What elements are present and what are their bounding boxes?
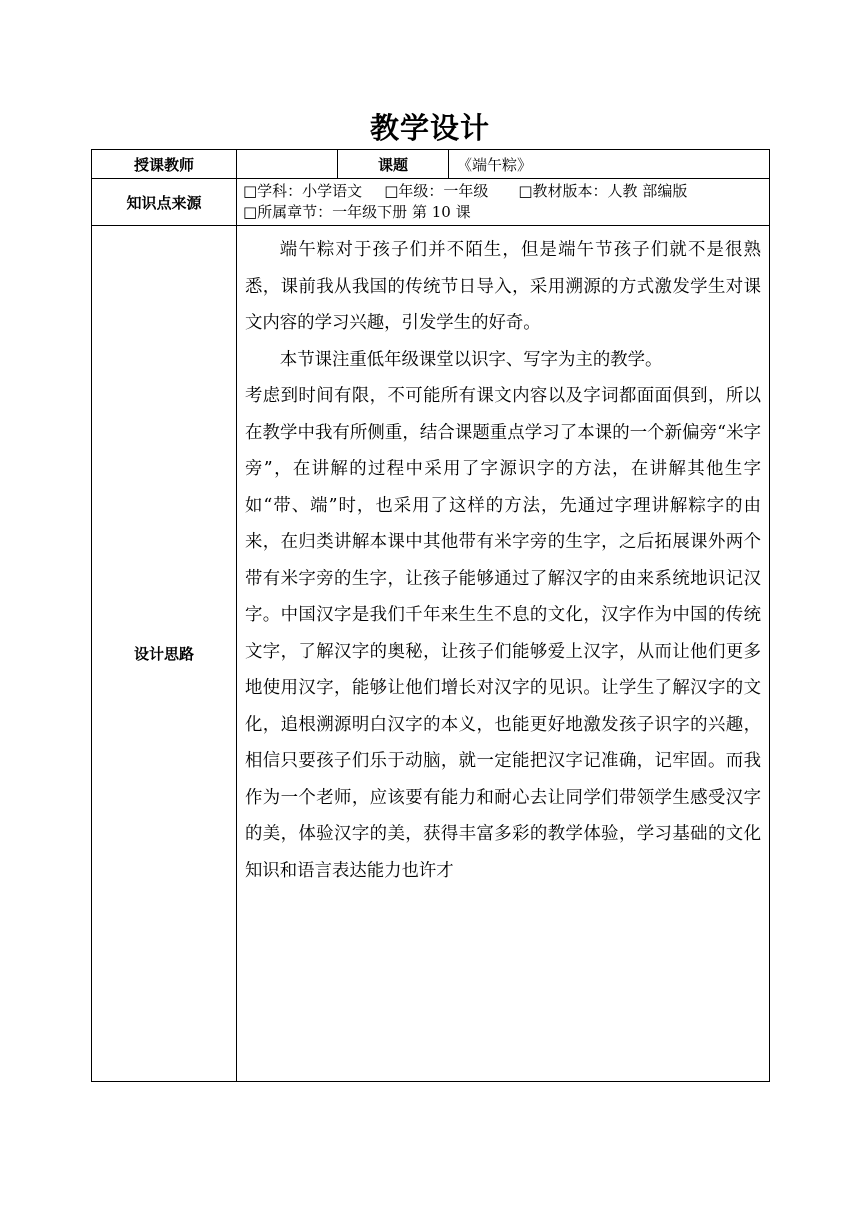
row-teacher-topic [92, 150, 770, 179]
row-design-idea [92, 226, 770, 1082]
grade-field: □年级：一年级 [384, 182, 489, 200]
source-line-2 [243, 202, 763, 223]
design-paragraph: 考虑到时间有限，不可能所有课文内容以及字词都面面俱到，所以在教学中我有所侧重，结合课题重点学习了本课的一个新偏旁“米字旁”，在讲解的过程中采用了字源识字的方法，在讲解其他生字如“带、端”时，也采用了这样的方法，先通过字理讲解粽字的由来，在归类讲解本课中其他带有米字旁的生字，之后拓展课外两个带有米字旁的生字，让孩子能够通过了解汉字的由来系统地识记汉字。中国汉字是我们千年来生生不息的文化，汉字作为中国的传统文字，了解汉字的奥秘，让孩子们能够爱上汉字，从而让他们更多地使用汉字，能够让他们增长对汉字的见识。让学生了解汉字的文化，追根溯源明白汉字的本义，也能更好地激发孩子识字的兴趣，相信只要孩子们乐于动脑，就一定能把汉字记准确，记牢固。而我作为一个老师，应该要有能力和耐心去让同学们带领学生感受汉字的美，体验汉字的美，获得丰富多彩的教学体验，学习基础的文化知识和语言表达能力也许才 [245, 386, 761, 881]
page-title: 教学设计 [369, 111, 490, 145]
edition-field: □教材版本：人教 部编版 [518, 182, 688, 200]
source-label: 知识点来源 [92, 179, 237, 226]
teacher-label: 授课教师 [92, 150, 237, 179]
subject-field: □学科：小学语文 [243, 182, 363, 200]
teacher-value [237, 150, 338, 179]
topic-value: 《端午粽》 [449, 150, 770, 179]
design-paragraph: 本节课注重低年级课堂以识字、写字为主的教学。 [279, 349, 663, 370]
chapter-field: □所属章节：一年级下册 第 10 课 [243, 203, 471, 221]
lesson-design-table [91, 149, 770, 1082]
source-line-1 [243, 181, 763, 202]
design-label: 设计思路 [92, 226, 237, 1082]
topic-label: 课题 [338, 150, 449, 179]
design-content [237, 226, 770, 1082]
design-paragraph: 端午粽对于孩子们并不陌生，但是端午节孩子们就不是很熟悉，课前我从我国的传统节日导入，采用溯源的方式激发学生对课文内容的学习兴趣，引发学生的好奇。 [245, 240, 761, 333]
row-knowledge-source [92, 179, 770, 226]
source-content [237, 179, 770, 226]
